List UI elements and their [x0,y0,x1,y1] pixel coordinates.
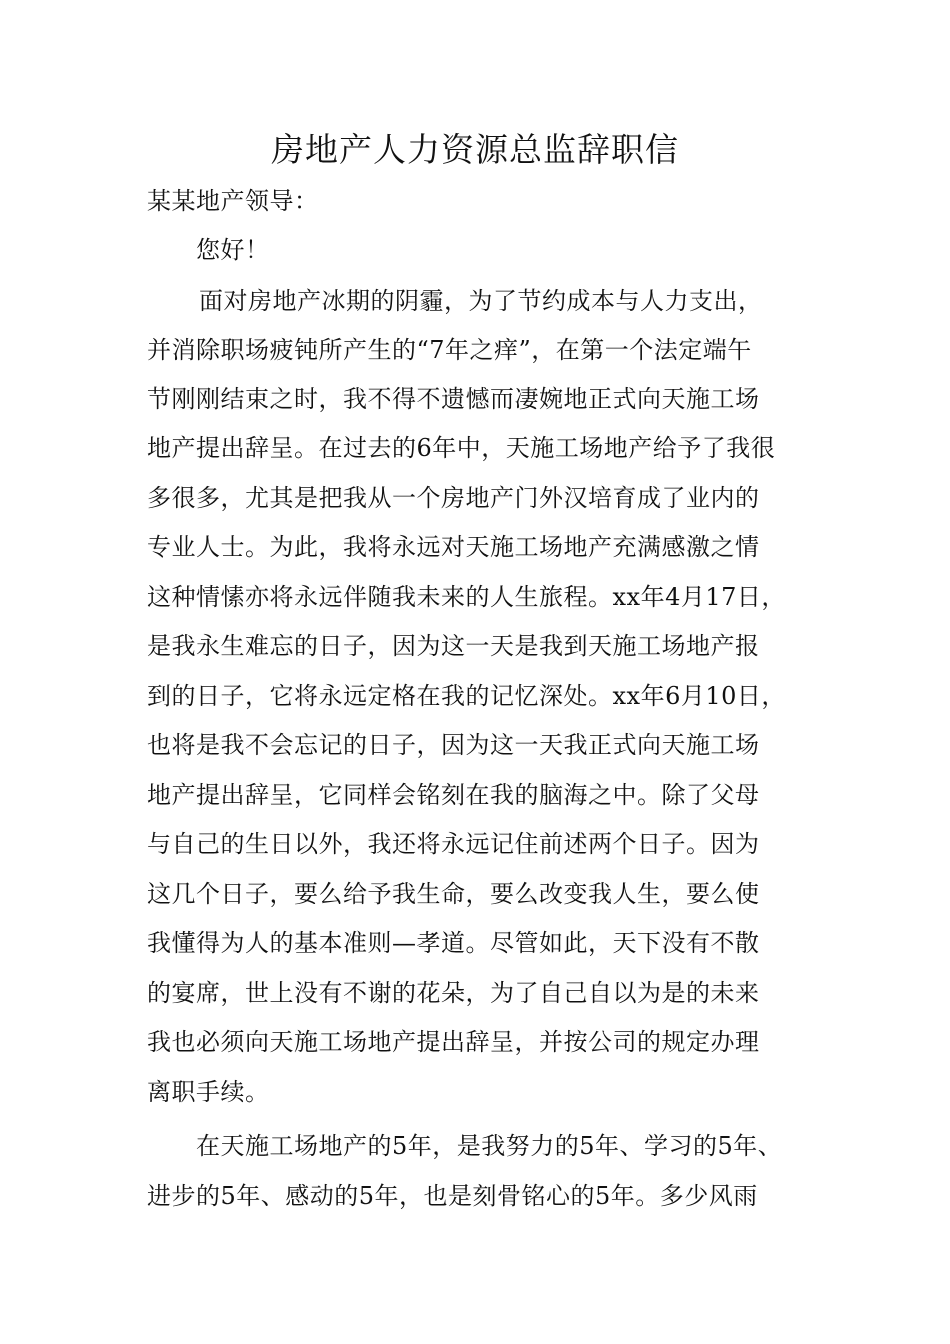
paragraph-line: 在天施工场地产的5年，是我努力的5年、学习的5年、 [196,1132,783,1160]
paragraph-line: 这几个日子，要么给予我生命，要么改变我人生，要么使 [147,880,760,908]
salutation: 某某地产领导： [147,187,319,215]
paragraph-line: 也将是我不会忘记的日子，因为这一天我正式向天施工场 [147,731,760,759]
paragraph-line: 与自己的生日以外，我还将永远记住前述两个日子。因为 [147,830,760,858]
paragraph-line: 我也必须向天施工场地产提出辞呈，并按公司的规定办理 [147,1028,760,1056]
paragraph-line: 进步的5年、感动的5年，也是刻骨铭心的5年。多少风雨 [147,1182,758,1210]
document-title: 房地产人力资源总监辞职信 [271,130,679,169]
paragraph-line: 离职手续。 [147,1078,270,1106]
paragraph-line: 专业人士。为此，我将永远对天施工场地产充满感激之情 [147,533,760,561]
paragraph-line: 多很多，尤其是把我从一个房地产门外汉培育成了业内的 [147,484,760,512]
paragraph-line: 到的日子，它将永远定格在我的记忆深处。xx年6月10日， [147,682,786,710]
paragraph-line: 节刚刚结束之时，我不得不遗憾而凄婉地正式向天施工场 [147,385,760,413]
paragraph-line: 我懂得为人的基本准则—孝道。尽管如此，天下没有不散 [147,929,760,957]
paragraph-line: 地产提出辞呈。在过去的6年中，天施工场地产给予了我很 [147,434,776,462]
paragraph-line: 是我永生难忘的日子，因为这一天是我到天施工场地产报 [147,632,760,660]
paragraph-line: 这种情愫亦将永远伴随我未来的人生旅程。xx年4月17日， [147,583,786,611]
paragraph-line: 面对房地产冰期的阴霾，为了节约成本与人力支出， [199,287,763,315]
paragraph-line: 并消除职场疲钝所产生的“7年之痒”，在第一个法定端午 [147,336,752,364]
paragraph-line: 地产提出辞呈，它同样会铭刻在我的脑海之中。除了父母 [147,781,760,809]
greeting: 您好！ [196,236,270,264]
paragraph-line: 的宴席，世上没有不谢的花朵，为了自己自以为是的未来 [147,979,760,1007]
